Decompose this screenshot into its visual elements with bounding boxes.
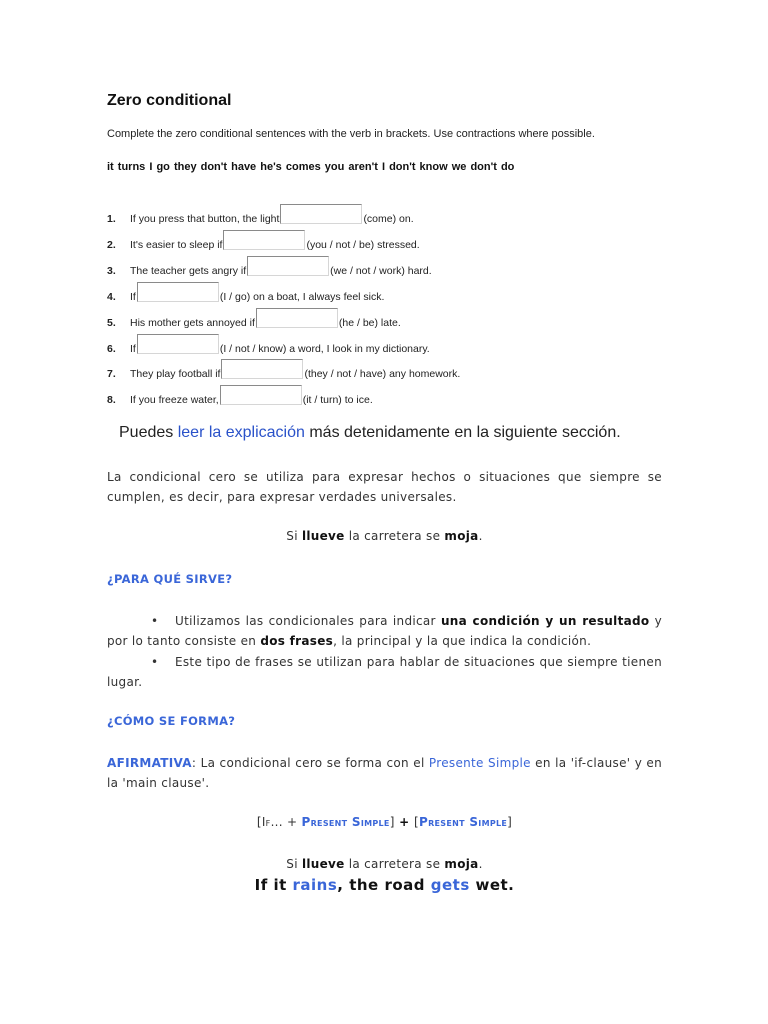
example-verb-moja: moja — [444, 857, 479, 871]
item-before-text: If you press that button, the light — [130, 213, 280, 225]
item-after-text: (I / go) on a boat, I always feel sick. — [219, 291, 385, 303]
example-text: Si — [286, 529, 302, 543]
bullet-bold-text: una condición y un resultado — [440, 614, 650, 628]
item-number: 6. — [107, 343, 116, 355]
exercise-item-5 — [107, 312, 401, 328]
english-text: wet. — [469, 876, 515, 894]
exercise-instructions: Complete the zero conditional sentences with the verb in brackets. Use contractions where possible. — [107, 128, 595, 140]
bullet-text: y por lo tanto consiste en — [107, 614, 662, 648]
item-before-text: His mother gets annoyed if — [130, 317, 255, 329]
item-before-text: The teacher gets angry if — [130, 265, 247, 277]
formula — [107, 815, 662, 829]
answer-input-1[interactable] — [280, 204, 362, 224]
bullet-text: , la principal y la que indica la condición. — [333, 634, 592, 648]
item-before-text: If you freeze water, — [130, 394, 219, 406]
answer-input-3[interactable] — [247, 256, 329, 276]
item-after-text: (they / not / have) any homework. — [304, 368, 461, 380]
english-text: , the road — [337, 876, 431, 894]
english-verb-gets: gets — [430, 876, 470, 894]
afirmativa-text: : La condicional cero se forma con el — [191, 756, 429, 770]
formula-bracket: [ — [413, 815, 419, 829]
formula-plus: + — [394, 815, 414, 829]
exercise-item-6 — [107, 338, 430, 354]
example-text: . — [478, 857, 483, 871]
section-heading-como-se-forma: ¿CÓMO SE FORMA? — [107, 714, 236, 728]
exercise-item-8 — [107, 389, 373, 405]
exercise-item-1 — [107, 208, 414, 224]
answer-input-8[interactable] — [220, 385, 302, 405]
example-text: . — [478, 529, 483, 543]
item-before-text: They play football if — [130, 368, 221, 380]
item-after-text: (I / not / know) a word, I look in my dictionary. — [219, 343, 430, 355]
example-text: la carretera se — [344, 857, 445, 871]
afirmativa-text: en la 'if-clause' y en la 'main clause'. — [107, 756, 663, 790]
exercise-title: Zero conditional — [107, 92, 232, 109]
intro-paragraph: La condicional cero se utiliza para expresar hechos o situaciones que siempre se cumplen, es decir, para expresar verdades universales. — [107, 470, 662, 504]
item-after-text: (you / not / be) stressed. — [306, 239, 420, 251]
example-text: Si — [286, 857, 302, 871]
item-after-text: (he / be) late. — [338, 317, 401, 329]
afirmativa-paragraph — [107, 753, 662, 793]
bullet-item-1 — [107, 611, 662, 651]
exercise-item-2 — [107, 234, 420, 250]
formula-bracket: ] — [389, 815, 395, 829]
bullet-text: Este tipo de frases se utilizan para hablar de situaciones que siempre tienen lugar. — [107, 655, 662, 689]
section-heading-para-que-sirve: ¿PARA QUÉ SIRVE? — [107, 572, 233, 586]
formula-present-simple: Present Simple — [418, 815, 508, 829]
answer-input-6[interactable] — [137, 334, 219, 354]
example-text: la carretera se — [344, 529, 445, 543]
english-verb-rains: rains — [292, 876, 338, 894]
item-number: 3. — [107, 265, 116, 277]
word-bank: it turns I go they don't have he's comes you aren't I don't know we don't do — [107, 161, 515, 173]
bullet-dot: • — [151, 614, 159, 628]
item-number: 5. — [107, 317, 116, 329]
item-before-text: If — [130, 291, 136, 303]
bullet-bold-text: dos frases — [260, 634, 334, 648]
example-sentence-es — [107, 529, 662, 543]
item-number: 1. — [107, 213, 116, 225]
answer-input-4[interactable] — [137, 282, 219, 302]
bullet-item-2 — [107, 652, 662, 692]
item-number: 8. — [107, 394, 116, 406]
item-number: 2. — [107, 239, 116, 251]
item-before-text: It's easier to sleep if — [130, 239, 223, 251]
formula-present-simple: Present Simple — [301, 815, 390, 829]
example-sentence-es-2 — [107, 857, 662, 871]
exercise-item-4 — [107, 286, 384, 302]
item-after-text: (come) on. — [363, 213, 414, 225]
bullet-dot: • — [151, 655, 159, 669]
english-text: If it — [254, 876, 293, 894]
exercise-item-7 — [107, 363, 460, 379]
item-before-text: If — [130, 343, 136, 355]
example-verb-llueve: llueve — [301, 857, 345, 871]
item-after-text: (it / turn) to ice. — [302, 394, 373, 406]
item-number: 7. — [107, 368, 116, 380]
answer-input-2[interactable] — [223, 230, 305, 250]
formula-if: If... + — [261, 815, 302, 829]
example-verb-llueve: llueve — [301, 529, 345, 543]
presente-simple-link[interactable]: Presente Simple — [428, 756, 531, 770]
item-number: 4. — [107, 291, 116, 303]
bullet-text: Utilizamos las condicionales para indicar — [175, 614, 441, 628]
exercise-item-3 — [107, 260, 432, 276]
formula-bracket: [ — [256, 815, 262, 829]
example-sentence-en — [107, 876, 662, 894]
afirmativa-label: AFIRMATIVA — [107, 756, 192, 770]
answer-input-5[interactable] — [256, 308, 338, 328]
puedes-rest-text: más detenidamente en la siguiente sección. — [304, 424, 621, 441]
formula-bracket: ] — [507, 815, 513, 829]
item-after-text: (we / not / work) hard. — [330, 265, 432, 277]
answer-input-7[interactable] — [221, 359, 303, 379]
puedes-text: Puedes — [119, 424, 178, 441]
example-verb-moja: moja — [444, 529, 479, 543]
explanation-link[interactable]: leer la explicación — [177, 424, 305, 441]
read-explanation-line — [119, 424, 621, 442]
